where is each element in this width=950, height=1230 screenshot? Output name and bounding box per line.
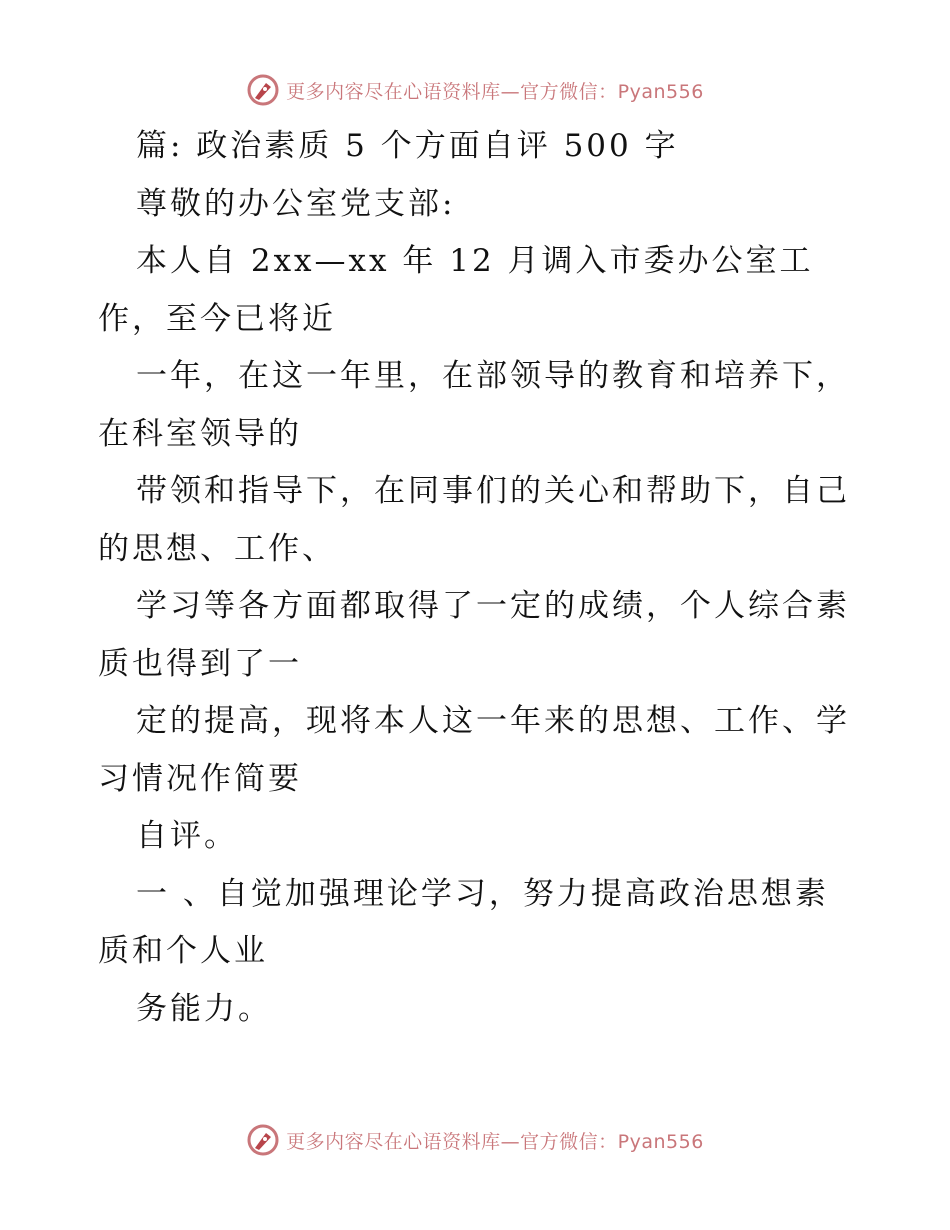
pen-nib-logo-icon [246,73,280,107]
paragraph-line: 作，至今已将近 [98,300,336,337]
section-heading: 一 、自觉加强理论学习，努力提高政治思想素 [136,875,829,912]
paragraph-line: 习情况作简要 [98,760,302,797]
paragraph-line: 的思想、工作、 [98,530,336,567]
pen-nib-logo-icon [246,1123,280,1157]
watermark-text: 更多内容尽在心语资料库—官方微信：Pyan556 [286,80,704,103]
paragraph-line: 学习等各方面都取得了一定的成绩，个人综合素 [136,588,850,624]
paragraph-line: 在科室领导的 [98,415,302,452]
paragraph-line: 带领和指导下，在同事们的关心和帮助下，自己 [136,473,850,509]
paragraph-line: 一年，在这一年里，在部领导的教育和培养下， [136,358,850,394]
doc-title: 篇: 政治素质 5 个方面自评 500 字 [136,128,679,164]
section-heading-line: 务能力。 [136,990,272,1027]
paragraph-line: 自评。 [136,818,238,854]
paragraph-line: 本人自 2xx—xx 年 12 月调入市委办公室工 [136,243,814,279]
document-body [98,118,858,1038]
salutation: 尊敬的办公室党支部: [136,185,456,222]
watermark-text: 更多内容尽在心语资料库—官方微信：Pyan556 [286,1130,704,1153]
header-watermark [0,70,950,110]
section-heading-line: 质和个人业 [98,933,268,969]
footer-watermark [0,1120,950,1160]
paragraph-line: 质也得到了一 [98,645,302,682]
paragraph-line: 定的提高，现将本人这一年来的思想、工作、学 [136,703,850,739]
